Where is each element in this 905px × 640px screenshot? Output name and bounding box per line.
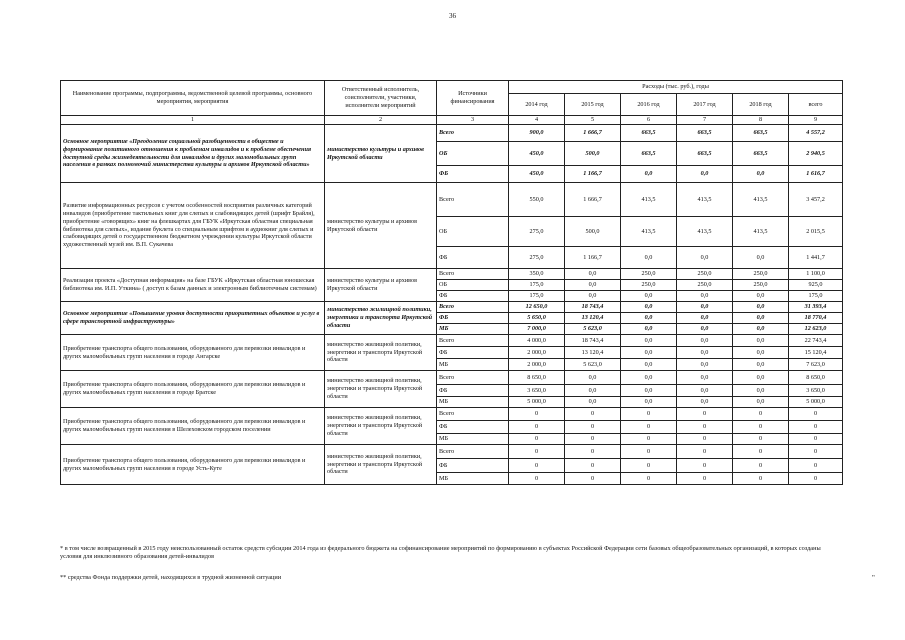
amount-cell: 250,0	[621, 269, 677, 280]
header-name: Наименование программы, подпрограммы, ведомственной целевой программы, основного мероприятия, мероприятия	[61, 81, 325, 116]
amount-cell: 18 743,4	[565, 335, 621, 347]
amount-cell: 0,0	[677, 359, 733, 371]
amount-cell: 0,0	[565, 291, 621, 302]
amount-cell: 5 623,0	[565, 324, 621, 335]
total-cell: 12 623,0	[789, 324, 843, 335]
funding-source: ФБ	[437, 166, 509, 183]
total-cell: 0	[789, 434, 843, 445]
funding-source: ФБ	[437, 247, 509, 269]
footnote-2: ** средства Фонда поддержки детей, находящихся в трудной жизненной ситуации	[60, 574, 282, 581]
header-year: 2015 год	[565, 94, 621, 116]
amount-cell: 450,0	[509, 166, 565, 183]
header-col-number: 5	[565, 116, 621, 125]
table-row	[61, 408, 843, 421]
amount-cell: 0,0	[733, 335, 789, 347]
amount-cell: 250,0	[733, 269, 789, 280]
amount-cell: 0,0	[677, 166, 733, 183]
funding-source: Всего	[437, 335, 509, 347]
activity-name: Основное мероприятие «Преодоление социальной разобщенности в обществе и формирование позитивного отношения к проблемам инвалидов и к проблеме обеспечения доступной среды жизнедеятельности для инвалидов и других маломобильных групп населения в рамках полномочий министерства культуры и архивов Иркутской области»	[61, 125, 325, 183]
budget-table	[60, 80, 843, 485]
funding-source: МБ	[437, 397, 509, 408]
total-cell: 31 393,4	[789, 302, 843, 313]
amount-cell: 0,0	[677, 385, 733, 397]
funding-source: МБ	[437, 359, 509, 371]
amount-cell: 0,0	[733, 166, 789, 183]
activity-name: Приобретение транспорта общего пользования, оборудованного для перевозки инвалидов и других маломобильных групп населения в городе Усть-Куте	[61, 445, 325, 485]
amount-cell: 413,5	[677, 217, 733, 247]
amount-cell: 0	[621, 473, 677, 485]
amount-cell: 0,0	[677, 302, 733, 313]
amount-cell: 0,0	[621, 291, 677, 302]
amount-cell: 0	[677, 421, 733, 434]
amount-cell: 450,0	[509, 142, 565, 166]
amount-cell: 0,0	[621, 313, 677, 324]
amount-cell: 0	[565, 434, 621, 445]
header-responsible: Ответственный исполнитель, соисполнители, участники, исполнители мероприятий	[325, 81, 437, 116]
amount-cell: 0,0	[621, 397, 677, 408]
amount-cell: 0,0	[733, 302, 789, 313]
header-col-number: 9	[789, 116, 843, 125]
funding-source: МБ	[437, 324, 509, 335]
header-expenses: Расходы (тыс. руб.), годы	[509, 81, 843, 94]
total-cell: 2 015,5	[789, 217, 843, 247]
amount-cell: 413,5	[733, 183, 789, 217]
funding-source: Всего	[437, 125, 509, 142]
amount-cell: 0	[509, 408, 565, 421]
amount-cell: 0,0	[621, 359, 677, 371]
amount-cell: 4 000,0	[509, 335, 565, 347]
amount-cell: 500,0	[565, 217, 621, 247]
header-col-number: 2	[325, 116, 437, 125]
funding-source: Всего	[437, 408, 509, 421]
header-total: всего	[789, 94, 843, 116]
header-col-number: 8	[733, 116, 789, 125]
amount-cell: 413,5	[677, 183, 733, 217]
amount-cell: 0	[621, 459, 677, 473]
amount-cell: 5 650,0	[509, 313, 565, 324]
amount-cell: 0	[677, 459, 733, 473]
amount-cell: 0,0	[733, 359, 789, 371]
activity-name: Приобретение транспорта общего пользования, оборудованного для перевозки инвалидов и других маломобильных групп населения в городе Братске	[61, 371, 325, 408]
amount-cell: 0	[621, 408, 677, 421]
amount-cell: 0,0	[733, 385, 789, 397]
amount-cell: 0,0	[621, 247, 677, 269]
amount-cell: 250,0	[621, 280, 677, 291]
amount-cell: 0	[621, 421, 677, 434]
amount-cell: 663,5	[621, 142, 677, 166]
header-year: 2018 год	[733, 94, 789, 116]
funding-source: Всего	[437, 269, 509, 280]
amount-cell: 0,0	[565, 280, 621, 291]
amount-cell: 0,0	[621, 335, 677, 347]
funding-source: МБ	[437, 434, 509, 445]
amount-cell: 0	[509, 421, 565, 434]
amount-cell: 0	[677, 408, 733, 421]
header-year: 2016 год	[621, 94, 677, 116]
amount-cell: 0,0	[733, 313, 789, 324]
amount-cell: 0	[733, 473, 789, 485]
funding-source: ОБ	[437, 280, 509, 291]
amount-cell: 0	[565, 408, 621, 421]
amount-cell: 0,0	[677, 397, 733, 408]
table-row	[61, 445, 843, 459]
header-col-number: 1	[61, 116, 325, 125]
funding-source: Всего	[437, 445, 509, 459]
total-cell: 925,0	[789, 280, 843, 291]
funding-source: ФБ	[437, 347, 509, 359]
amount-cell: 663,5	[733, 142, 789, 166]
amount-cell: 12 650,0	[509, 302, 565, 313]
amount-cell: 2 000,0	[509, 347, 565, 359]
amount-cell: 0	[509, 459, 565, 473]
amount-cell: 175,0	[509, 280, 565, 291]
amount-cell: 900,0	[509, 125, 565, 142]
amount-cell: 663,5	[733, 125, 789, 142]
amount-cell: 8 650,0	[509, 371, 565, 385]
total-cell: 3 650,0	[789, 385, 843, 397]
amount-cell: 0,0	[677, 335, 733, 347]
amount-cell: 250,0	[677, 269, 733, 280]
amount-cell: 3 650,0	[509, 385, 565, 397]
amount-cell: 0	[621, 445, 677, 459]
amount-cell: 0,0	[565, 397, 621, 408]
table-row	[61, 269, 843, 280]
amount-cell: 0	[565, 459, 621, 473]
header-year: 2017 год	[677, 94, 733, 116]
table-row	[61, 125, 843, 142]
footnote-1: * в том числе возвращенный в 2015 году неиспользованный остаток средств субсидии 2014 года из федерального бюджета на софинансирование мероприятий по формированию в субъектах Российской Федерации сети базовых общеобразовательных организаций, в которых созданы условия для инклюзивного образования детей-инвалидов	[60, 545, 821, 561]
amount-cell: 0,0	[565, 385, 621, 397]
amount-cell: 0	[733, 421, 789, 434]
amount-cell: 0	[733, 459, 789, 473]
responsible-executor: министерство культуры и архивов Иркутской области	[325, 269, 437, 302]
total-cell: 1 616,7	[789, 166, 843, 183]
total-cell: 1 100,0	[789, 269, 843, 280]
activity-name: Реализация проекта «Доступная информация» на базе ГБУК «Иркутская областная юношеская библиотека им. И.П. Уткина» ( доступ к базам данных и электронным библиотечным системам)	[61, 269, 325, 302]
activity-name: Развитие информационных ресурсов с учетом особенностей восприятия различных категорий инвалидов (приобретение тактильных книг для слепых и слабовидящих детей (шрифт Брайля), приобретение «говорящих» книг на флешкартах для ГБУК «Иркутская областная специальная библиотека для слепых», издание буклета со специальным шрифтом и аудиокниг для слепых и слабовидящих детей о государственном бюджетном учреждении культуры Иркутской области художественный музей им. В.П. Сукачева	[61, 183, 325, 269]
responsible-executor: министерство жилищной политики, энергетики и транспорта Иркутской области	[325, 302, 437, 335]
amount-cell: 0,0	[733, 371, 789, 385]
amount-cell: 550,0	[509, 183, 565, 217]
table-row	[61, 183, 843, 217]
amount-cell: 0,0	[621, 385, 677, 397]
amount-cell: 0	[733, 445, 789, 459]
amount-cell: 500,0	[565, 142, 621, 166]
total-cell: 15 120,4	[789, 347, 843, 359]
amount-cell: 0	[677, 473, 733, 485]
funding-source: МБ	[437, 473, 509, 485]
amount-cell: 413,5	[733, 217, 789, 247]
total-cell: 2 940,5	[789, 142, 843, 166]
activity-name: Приобретение транспорта общего пользования, оборудованного для перевозки инвалидов и других маломобильных групп населения в городе Ангарске	[61, 335, 325, 371]
amount-cell: 0	[677, 434, 733, 445]
funding-source: ФБ	[437, 313, 509, 324]
total-cell: 22 743,4	[789, 335, 843, 347]
amount-cell: 0,0	[565, 371, 621, 385]
amount-cell: 275,0	[509, 247, 565, 269]
total-cell: 18 770,4	[789, 313, 843, 324]
amount-cell: 350,0	[509, 269, 565, 280]
header-year: 2014 год	[509, 94, 565, 116]
amount-cell: 0	[509, 434, 565, 445]
total-cell: 0	[789, 421, 843, 434]
amount-cell: 0,0	[677, 324, 733, 335]
header-source: Источники финансирования	[437, 81, 509, 116]
amount-cell: 0	[565, 421, 621, 434]
responsible-executor: министерство культуры и архивов Иркутской области	[325, 183, 437, 269]
funding-source: Всего	[437, 371, 509, 385]
amount-cell: 663,5	[621, 125, 677, 142]
amount-cell: 663,5	[677, 142, 733, 166]
funding-source: ФБ	[437, 291, 509, 302]
amount-cell: 0,0	[621, 371, 677, 385]
activity-name: Приобретение транспорта общего пользования, оборудованного для перевозки инвалидов и других маломобильных групп населения в Шелеховском городском поселении	[61, 408, 325, 445]
table-row	[61, 371, 843, 385]
amount-cell: 5 000,0	[509, 397, 565, 408]
amount-cell: 0,0	[621, 347, 677, 359]
page-mark: "	[872, 574, 875, 582]
responsible-executor: министерство жилищной политики, энергетики и транспорта Иркутской области	[325, 335, 437, 371]
total-cell: 175,0	[789, 291, 843, 302]
header-col-number: 3	[437, 116, 509, 125]
amount-cell: 18 743,4	[565, 302, 621, 313]
amount-cell: 175,0	[509, 291, 565, 302]
header-col-number: 6	[621, 116, 677, 125]
responsible-executor: министерство жилищной политики, энергетики и транспорта Иркутской области	[325, 445, 437, 485]
header-col-number: 4	[509, 116, 565, 125]
responsible-executor: министерство жилищной политики, энергетики и транспорта Иркутской области	[325, 371, 437, 408]
amount-cell: 1 166,7	[565, 166, 621, 183]
amount-cell: 0	[565, 473, 621, 485]
total-cell: 3 457,2	[789, 183, 843, 217]
amount-cell: 0	[565, 445, 621, 459]
page-number: 36	[449, 12, 456, 20]
amount-cell: 0	[509, 473, 565, 485]
funding-source: ОБ	[437, 217, 509, 247]
amount-cell: 0	[677, 445, 733, 459]
amount-cell: 13 120,4	[565, 347, 621, 359]
amount-cell: 0,0	[621, 324, 677, 335]
total-cell: 0	[789, 408, 843, 421]
amount-cell: 5 623,0	[565, 359, 621, 371]
amount-cell: 413,5	[621, 217, 677, 247]
amount-cell: 0,0	[565, 269, 621, 280]
amount-cell: 0,0	[733, 291, 789, 302]
responsible-executor: министерство культуры и архивов Иркутской области	[325, 125, 437, 183]
amount-cell: 0,0	[733, 347, 789, 359]
total-cell: 0	[789, 459, 843, 473]
amount-cell: 1 166,7	[565, 247, 621, 269]
amount-cell: 7 000,0	[509, 324, 565, 335]
amount-cell: 250,0	[677, 280, 733, 291]
funding-source: Всего	[437, 302, 509, 313]
amount-cell: 0	[733, 408, 789, 421]
amount-cell: 0	[509, 445, 565, 459]
total-cell: 0	[789, 445, 843, 459]
amount-cell: 0,0	[733, 247, 789, 269]
amount-cell: 2 000,0	[509, 359, 565, 371]
header-col-number: 7	[677, 116, 733, 125]
total-cell: 0	[789, 473, 843, 485]
funding-source: ФБ	[437, 459, 509, 473]
total-cell: 5 000,0	[789, 397, 843, 408]
funding-source: ФБ	[437, 421, 509, 434]
amount-cell: 0	[621, 434, 677, 445]
amount-cell: 0	[733, 434, 789, 445]
amount-cell: 0,0	[621, 302, 677, 313]
amount-cell: 0,0	[733, 397, 789, 408]
funding-source: Всего	[437, 183, 509, 217]
amount-cell: 0,0	[733, 324, 789, 335]
activity-name: Основное мероприятие «Повышение уровня доступности приоритетных объектов и услуг в сфере транспортной инфраструктуры»	[61, 302, 325, 335]
amount-cell: 663,5	[677, 125, 733, 142]
amount-cell: 1 666,7	[565, 125, 621, 142]
amount-cell: 0,0	[677, 313, 733, 324]
table-row	[61, 302, 843, 313]
total-cell: 7 623,0	[789, 359, 843, 371]
amount-cell: 1 666,7	[565, 183, 621, 217]
amount-cell: 0,0	[677, 347, 733, 359]
total-cell: 8 650,0	[789, 371, 843, 385]
amount-cell: 0,0	[677, 247, 733, 269]
amount-cell: 13 120,4	[565, 313, 621, 324]
total-cell: 4 557,2	[789, 125, 843, 142]
funding-source: ОБ	[437, 142, 509, 166]
table-row	[61, 335, 843, 347]
responsible-executor: министерство жилищной политики, энергетики и транспорта Иркутской области	[325, 408, 437, 445]
amount-cell: 250,0	[733, 280, 789, 291]
amount-cell: 0,0	[677, 291, 733, 302]
amount-cell: 0,0	[677, 371, 733, 385]
amount-cell: 413,5	[621, 183, 677, 217]
total-cell: 1 441,7	[789, 247, 843, 269]
amount-cell: 275,0	[509, 217, 565, 247]
funding-source: ФБ	[437, 385, 509, 397]
amount-cell: 0,0	[621, 166, 677, 183]
